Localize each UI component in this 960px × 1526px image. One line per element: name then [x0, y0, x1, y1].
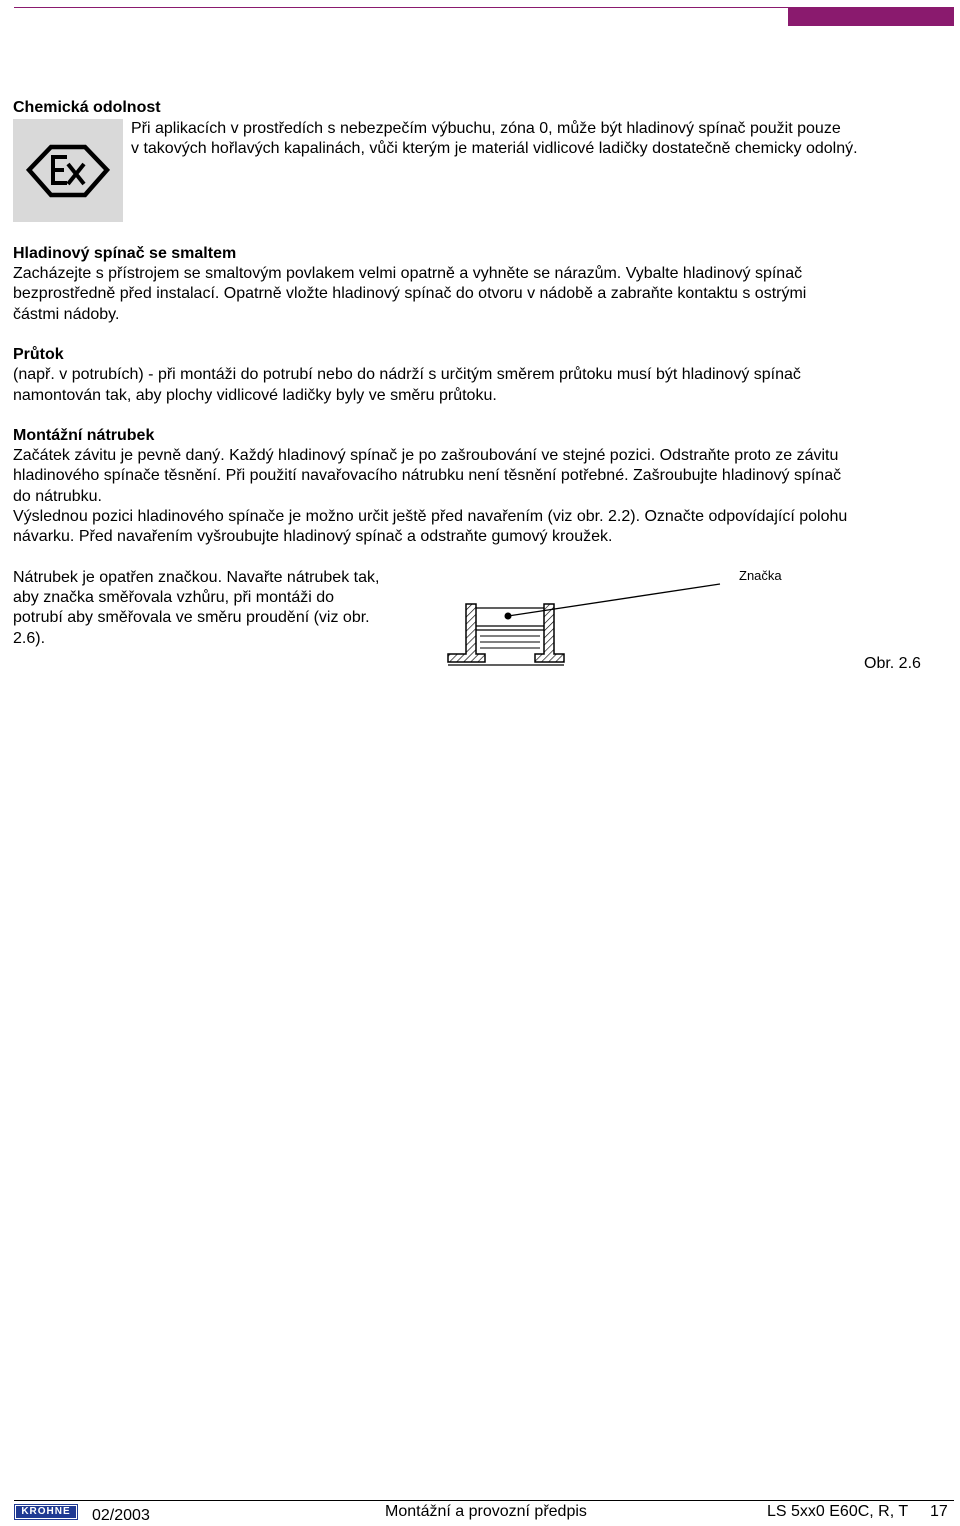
- heading-mounting-socket: Montážní nátrubek: [13, 427, 155, 444]
- socket-text-line-4: Výslednou pozici hladinového spínače je možno určit ještě před navařením (viz obr. 2.2). Označte odpovídající polohu: [13, 508, 848, 525]
- enamel-text-line-1: Zacházejte s přístrojem se smaltovým povlakem velmi opatrně a vyhněte se nárazům. Vybalte hladinový spínač: [13, 265, 803, 282]
- socket-text-line-2: hladinového spínače těsnění. Při použití navařovacího nátrubku není těsnění potřebné. Zašroubujte hladinový spínač: [13, 467, 842, 484]
- mark-text-line-4: 2.6).: [13, 630, 46, 647]
- socket-text-line-5: návarku. Před navařením vyšroubujte hladinový spínač a odstraňte gumový kroužek.: [13, 528, 613, 545]
- mark-text-line-3: potrubí aby směřovala ve směru proudění (viz obr.: [13, 609, 370, 626]
- ex-explosion-protection-icon: [13, 119, 123, 222]
- figure-caption: Obr. 2.6: [864, 655, 921, 672]
- heading-chemical-resistance: Chemická odolnost: [13, 99, 161, 116]
- header-accent-block: [788, 7, 954, 26]
- krohne-logo-text: KROHNE: [16, 1506, 76, 1518]
- heading-enamel: Hladinový spínač se smaltem: [13, 245, 237, 262]
- socket-text-line-3: do nátrubku.: [13, 488, 102, 505]
- socket-mark-drawing: [440, 572, 740, 672]
- footer-document-title: Montážní a provozní předpis: [385, 1503, 587, 1520]
- mark-text-line-2: aby značka směřovala vzhůru, při montáži do: [13, 589, 335, 606]
- footer-model: LS 5xx0 E60C, R, T: [767, 1503, 909, 1520]
- footer-rule: [14, 1500, 954, 1501]
- chemical-text-line-2: v takových hořlavých kapalinách, vůči kterým je materiál vidlicové ladičky dostatečně chemicky odolný.: [131, 140, 858, 157]
- flow-text-line-1: (např. v potrubích) - při montáži do potrubí nebo do nádrží s určitým směrem průtoku musí být hladinový spínač: [13, 366, 801, 383]
- mark-text-line-1: Nátrubek je opatřen značkou. Navařte nátrubek tak,: [13, 569, 380, 586]
- enamel-text-line-2: bezprostředně před instalací. Opatrně vložte hladinový spínač do otvoru v nádobě a zabraňte kontaktu s ostrými: [13, 285, 807, 302]
- flow-text-line-2: namontován tak, aby plochy vidlicové ladičky byly ve směru průtoku.: [13, 387, 497, 404]
- figure-label-mark: Značka: [739, 568, 782, 583]
- footer-date: 02/2003: [92, 1507, 150, 1524]
- chemical-text-line-1: Při aplikacích v prostředích s nebezpečím výbuchu, zóna 0, může být hladinový spínač použit pouze: [131, 120, 841, 137]
- socket-text-line-1: Začátek závitu je pevně daný. Každý hladinový spínač je po zašroubování ve stejné pozici. Odstraňte proto ze závitu: [13, 447, 839, 464]
- krohne-logo: [14, 1504, 78, 1520]
- enamel-text-line-3: částmi nádoby.: [13, 306, 120, 323]
- footer-page-number: 17: [930, 1503, 948, 1520]
- heading-flow: Průtok: [13, 346, 64, 363]
